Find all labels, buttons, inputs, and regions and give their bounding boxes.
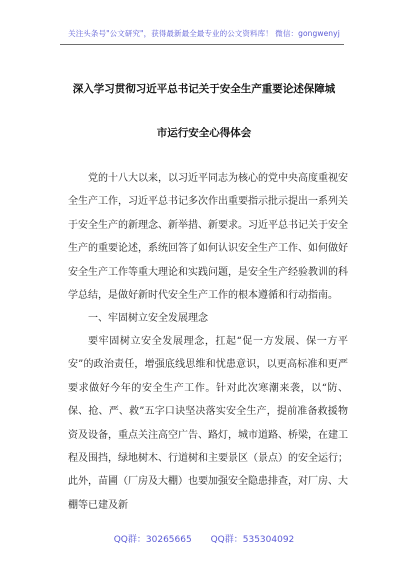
footer-qq-groups [0, 532, 408, 545]
footer-qq-group-1: QQ群：30265665 [113, 535, 192, 545]
header-promo-note: 关注头条号"公文研究"，获得最新最全最专业的公文资料库！ 微信：gongwenyj [68, 29, 340, 38]
paragraph-1-text: 党的十八大以来，以习近平同志为核心的党中央高度重视安全生产工作，习近平总书记多次作出重要指示批示提出一系列关于安全生产的新理念、新举措、新要求。习近平总书记关于安全生产的重要论述，系统回答了如何认识安全生产工作、如何做好安全生产工作等重大理论和实践问题，是安全生产经验教训的科学总结，是做好新时代安全生产工作的根本遵循和行动指南。 [68, 173, 348, 302]
section-heading-1: 一、牢固树立安全发展理念 [88, 313, 208, 324]
body-paragraph-1 [68, 167, 348, 307]
paragraph-2-text: 要牢固树立安全发展理念，扛起“促一方发展、保一方平安”的政治责任，增强底线思维和忧患意识，以更高标准和更严要求做好今年的安全生产工作。针对此次寒潮来袭，以“防、保、抢、严、救”五字口诀坚决落实安全生产，提前准备救援物资及设备，重点关注高空广告、路灯，城市道路、桥梁，在建工程及围挡，绿地树木、行道树和主要景区（景点）的安全运行；此外，苗圃（厂房及大棚）也要加强安全隐患排查，对厂房、大棚等已建及新 [68, 336, 348, 511]
body-paragraph-2 [68, 330, 348, 517]
header-divider [60, 44, 344, 45]
footer-qq-group-2: QQ群：535304092 [210, 535, 295, 545]
document-title-line-1: 深入学习贯彻习近平总书记关于安全生产重要论述保障城 [72, 83, 336, 95]
document-title-line-2: 市运行安全心得体会 [156, 127, 252, 139]
